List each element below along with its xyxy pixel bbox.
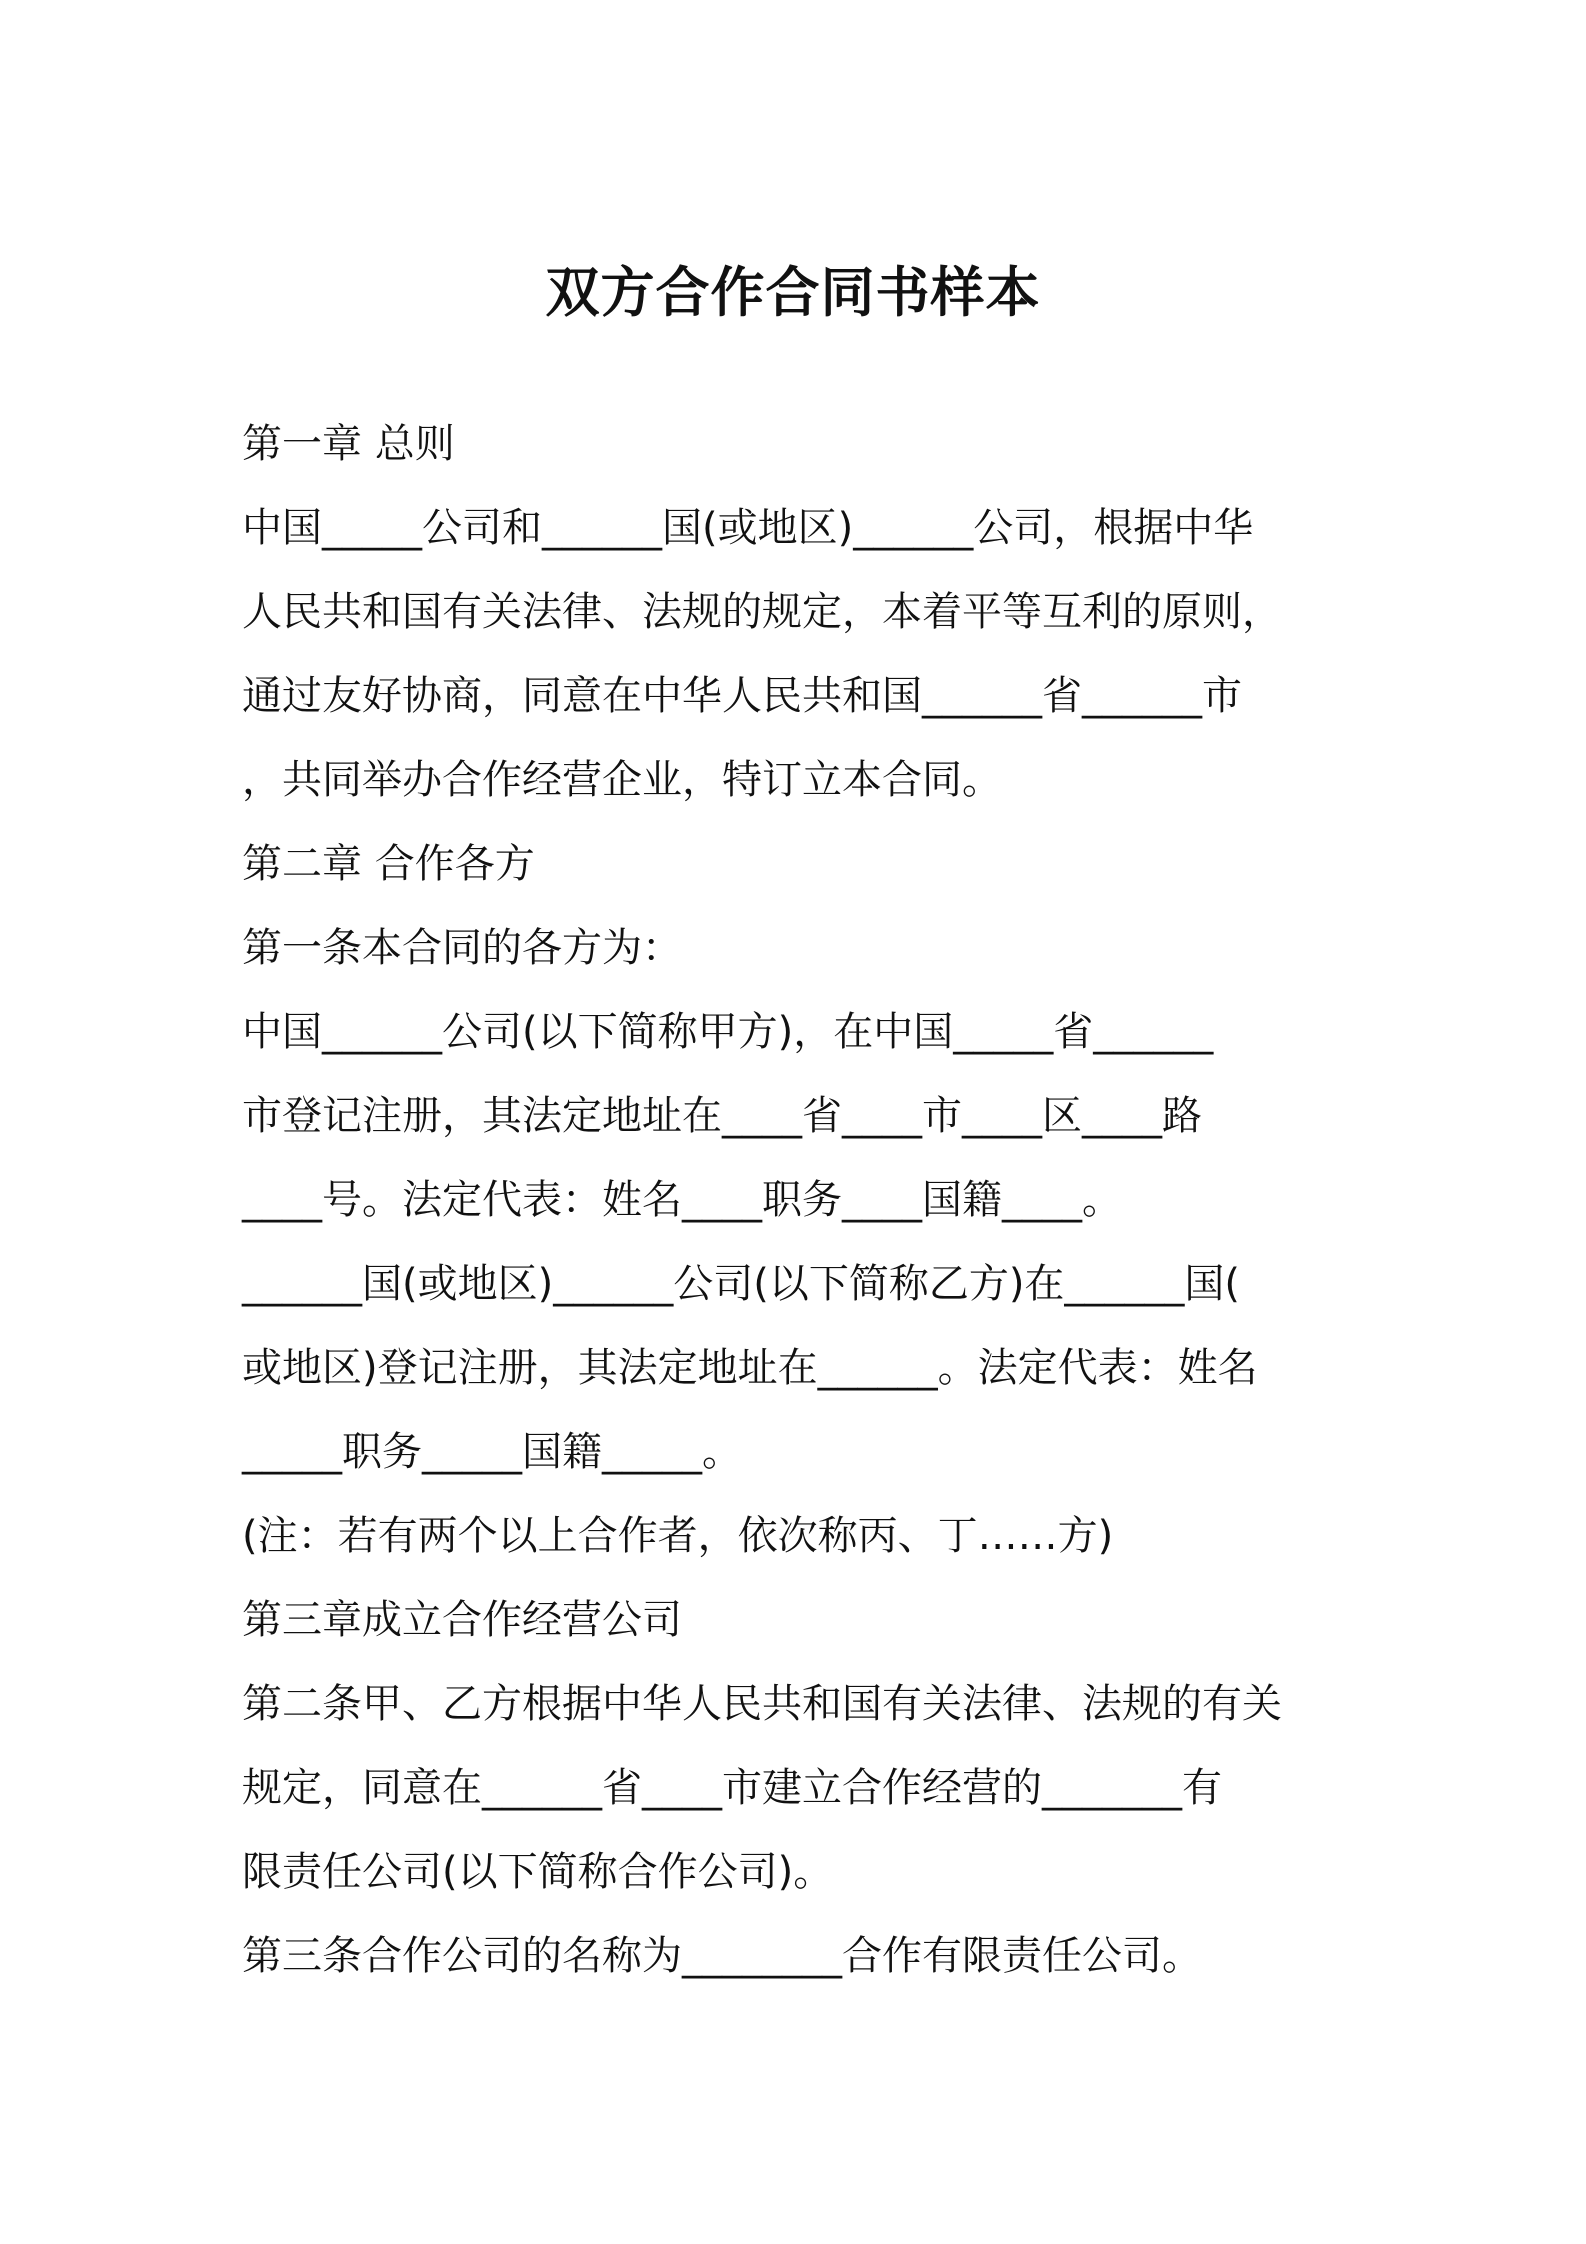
- note-line: (注：若有两个以上合作者，依次称丙、丁……方): [242, 1513, 1114, 1559]
- text-line: 规定，同意在______省____市建立合作经营的_______有: [242, 1765, 1222, 1811]
- chapter-2-heading: 第二章 合作各方: [242, 841, 535, 887]
- text-line: 人民共和国有关法律、法规的规定，本着平等互利的原则，: [242, 589, 1282, 635]
- text-line: 中国_____公司和______国(或地区)______公司，根据中华: [242, 505, 1254, 551]
- text-line: ____号。法定代表：姓名____职务____国籍____。: [242, 1177, 1122, 1223]
- article-1-heading: 第一条本合同的各方为：: [242, 925, 682, 971]
- text-line: 第二条甲、乙方根据中华人民共和国有关法律、法规的有关: [242, 1681, 1282, 1727]
- text-line: ，共同举办合作经营企业，特订立本合同。: [242, 757, 1002, 803]
- text-line: 通过友好协商，同意在中华人民共和国______省______市: [242, 673, 1242, 719]
- text-line: 第三条合作公司的名称为________合作有限责任公司。: [242, 1933, 1202, 1979]
- text-line: 市登记注册，其法定地址在____省____市____区____路: [242, 1093, 1202, 1139]
- text-line: ______国(或地区)______公司(以下简称乙方)在______国(: [242, 1261, 1241, 1307]
- text-line: 中国______公司(以下简称甲方)，在中国_____省______: [242, 1009, 1214, 1055]
- text-line: 或地区)登记注册，其法定地址在______。法定代表：姓名: [242, 1345, 1258, 1391]
- text-line: _____职务_____国籍_____。: [242, 1429, 742, 1475]
- document-title: 双方合作合同书样本: [545, 261, 1041, 324]
- chapter-3-heading: 第三章成立合作经营公司: [242, 1597, 682, 1643]
- text-line: 限责任公司(以下简称合作公司)。: [242, 1849, 834, 1895]
- chapter-1-heading: 第一章 总则: [242, 421, 455, 467]
